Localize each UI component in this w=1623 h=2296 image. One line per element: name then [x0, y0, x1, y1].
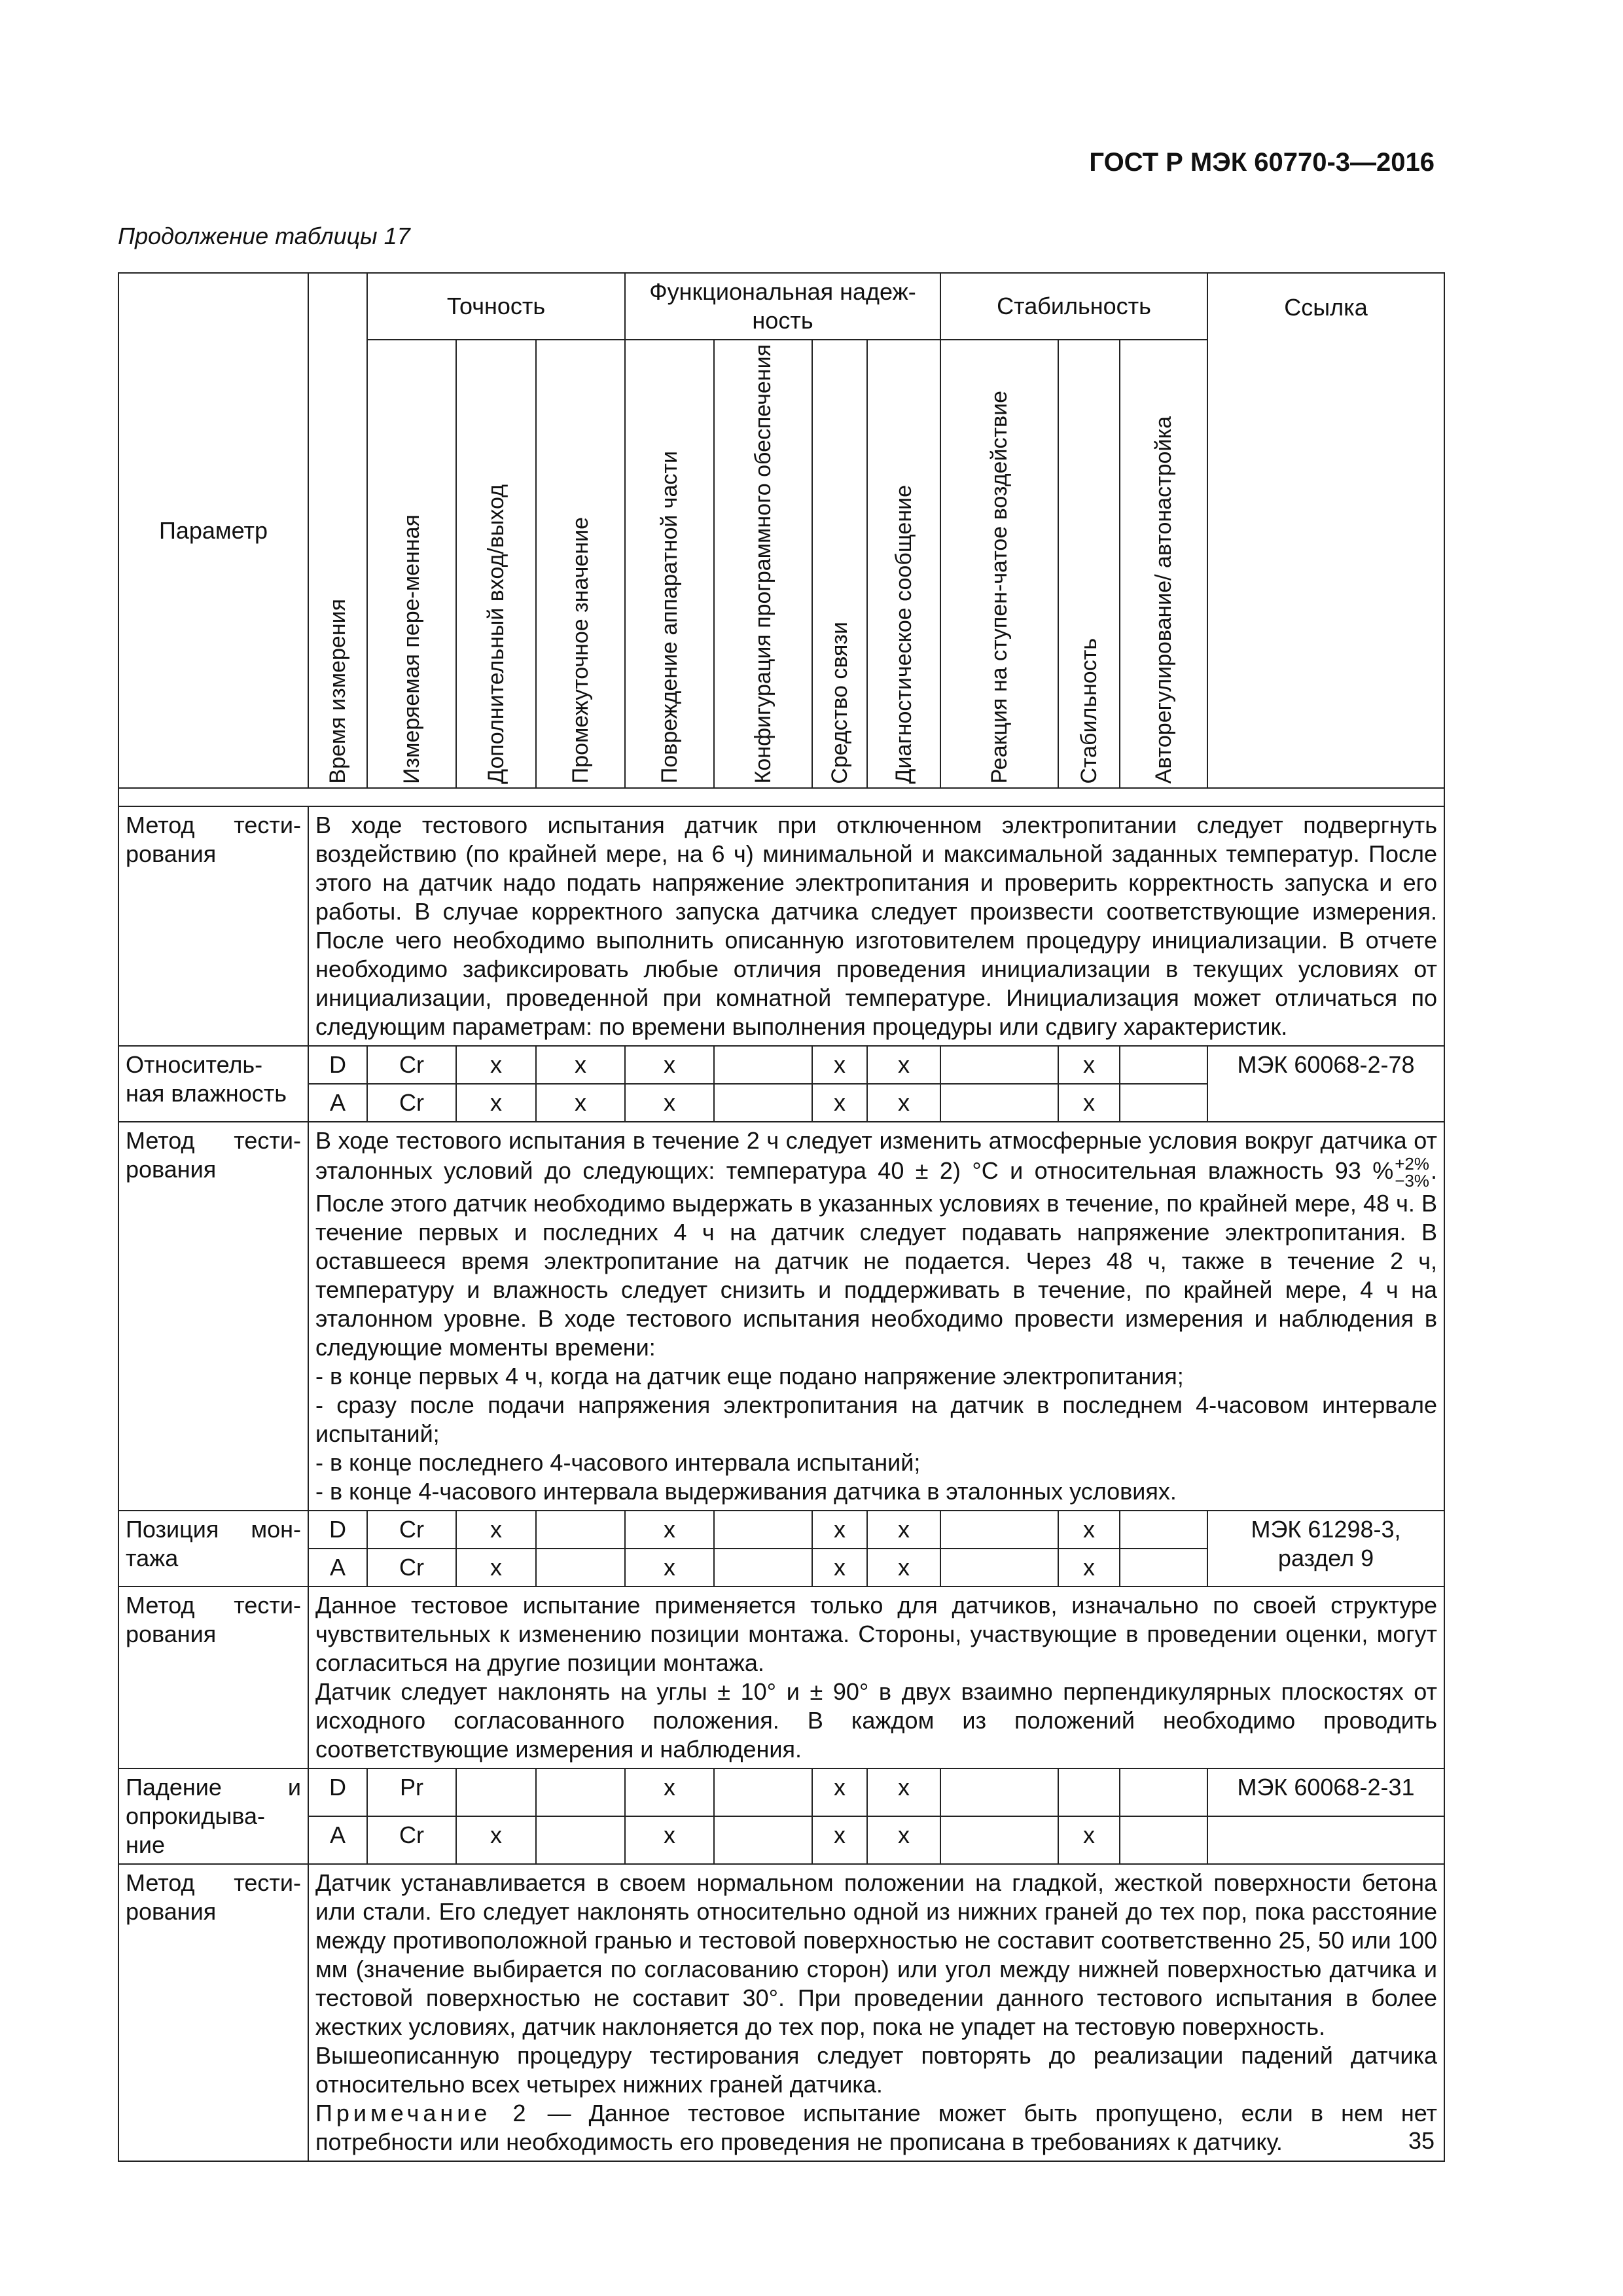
- cell-value: [1120, 1816, 1207, 1864]
- header-comm: Средство связи: [812, 340, 867, 788]
- table-17: [118, 272, 1445, 2162]
- header-hw-damage: Повреждение аппаратной части: [625, 340, 714, 788]
- method-text: В ходе тестового испытания датчик при отключенном электропитании следует подвергнуть воздействию (по крайней мере, на 6 ч) минимальной и максимальной заданных температур. После этого на датчик надо подать напряжение электропитания и проверить корректность запуска и его работы. В случае корректного запуска датчика следует произвести соответствующие измерения. После чего необходимо выполнить описанную изготовителем процедуру инициализации. В отчете необходимо зафиксировать любые отличия проведения инициализации в текущих условиях от инициализации, проведенной при комнатной температуре. Инициализация может отличаться по следующим параметрам: по времени выполнения процедуры или сдвигу характеристик.: [308, 806, 1444, 1046]
- cell-value: x: [867, 1511, 940, 1549]
- cell-value: [714, 1511, 812, 1549]
- cell-value: [456, 1768, 536, 1816]
- time-code: A: [308, 1549, 367, 1587]
- cell-value: Cr: [367, 1511, 456, 1549]
- header-stab: Стабильность: [1058, 340, 1120, 788]
- cell-value: x: [456, 1084, 536, 1122]
- header-reference: Ссылка: [1207, 273, 1444, 788]
- cell-value: [940, 1768, 1058, 1816]
- row-label: Метод тести-рования: [118, 806, 308, 1046]
- cell-value: [714, 1768, 812, 1816]
- method-text: Датчик устанавливается в своем нормальном положении на гладкой, жесткой поверхности бетона или стали. Его следует наклонять относительно одной из нижних граней до тех пор, пока расстояние между противоположной гранью и тестовой поверхностью не составит соответственно 25, 50 или 100 мм (значение выбирается по согласованию сторон) или угол между нижней поверхностью датчика и тестовой поверхностью не составит 30°. При проведении данного тестового испытания в более жестких условиях, датчик наклоняется до тех пор, пока не упадет на тестовую поверхность. Вышеописанную процедуру тестирования следует повторять до реализации падений датчика относительно всех четырех нижних граней датчика. Примечание 2 — Данное тестовое испытание может быть пропущено, если в нем нет потребности или необходимость его проведения не прописана в требованиях к датчику.: [308, 1864, 1444, 2161]
- table-row: [118, 806, 1444, 1046]
- cell-value: x: [812, 1816, 867, 1864]
- header-row-groups: [118, 273, 1444, 340]
- cell-value: x: [1058, 1046, 1120, 1084]
- header-measured: Измеряемая пере-менная: [367, 340, 456, 788]
- cell-value: [940, 1549, 1058, 1587]
- header-time: Время измерения: [308, 273, 367, 788]
- cell-value: x: [625, 1046, 714, 1084]
- cell-value: x: [812, 1768, 867, 1816]
- table-row: [118, 1511, 1444, 1549]
- cell-value: x: [867, 1549, 940, 1587]
- note: Примечание 2 — Данное тестовое испытание может быть пропущено, если в нем нет потребности или необходимость его проведения не прописана в требованиях к датчику.: [315, 2100, 1438, 2156]
- cell-value: [1120, 1046, 1207, 1084]
- cell-value: x: [456, 1046, 536, 1084]
- header-separator: [118, 788, 1444, 806]
- cell-value: [940, 1046, 1058, 1084]
- cell-value: Cr: [367, 1549, 456, 1587]
- row-label: Позиция мон-тажа: [118, 1511, 308, 1587]
- cell-value: [940, 1511, 1058, 1549]
- cell-value: x: [625, 1816, 714, 1864]
- cell-value: x: [867, 1816, 940, 1864]
- table-row: [118, 1046, 1444, 1084]
- cell-value: [536, 1816, 625, 1864]
- table-row: [118, 1122, 1444, 1511]
- method-text: Данное тестовое испытание применяется только для датчиков, изначально по своей структуре чувствительных к изменению позиции монтажа. Стороны, участвующие в проведении оценки, могут согласиться на другие позиции монтажа. Датчик следует наклонять на углы ± 10° и ± 90° в двух взаимно перпендикулярных плоскостях от исходного согласованного положения. В каждом из положений необходимо проводить соответствующие измерения и наблюдения.: [308, 1587, 1444, 1768]
- time-code: A: [308, 1816, 367, 1864]
- cell-value: x: [1058, 1816, 1120, 1864]
- cell-value: x: [812, 1549, 867, 1587]
- cell-value: x: [625, 1549, 714, 1587]
- table-row: [118, 1864, 1444, 2161]
- cell-value: [1120, 1549, 1207, 1587]
- cell-value: Cr: [367, 1046, 456, 1084]
- time-code: D: [308, 1046, 367, 1084]
- cell-value: [940, 1084, 1058, 1122]
- cell-value: x: [1058, 1549, 1120, 1587]
- cell-value: x: [812, 1084, 867, 1122]
- row-label: Метод тести-рования: [118, 1864, 308, 2161]
- cell-value: [1120, 1511, 1207, 1549]
- cell-value: [714, 1084, 812, 1122]
- header-step: Реакция на ступен-чатое воздействие: [940, 340, 1058, 788]
- cell-value: x: [456, 1549, 536, 1587]
- header-reliability: Функциональная надеж-ность: [625, 273, 940, 340]
- row-label: Метод тести-рования: [118, 1122, 308, 1511]
- cell-value: [1120, 1084, 1207, 1122]
- row-label: Метод тести-рования: [118, 1587, 308, 1768]
- cell-value: [714, 1549, 812, 1587]
- table-row: [118, 1768, 1444, 1816]
- cell-value: x: [456, 1816, 536, 1864]
- reference-cell: МЭК 60068-2-31: [1207, 1768, 1444, 1816]
- header-extra-io: Дополнительный вход/выход: [456, 340, 536, 788]
- cell-value: x: [1058, 1084, 1120, 1122]
- cell-value: x: [625, 1084, 714, 1122]
- cell-value: x: [867, 1084, 940, 1122]
- table-continuation-caption: Продолжение таблицы 17: [118, 223, 410, 249]
- header-sw-config: Конфигурация программного обеспечения: [714, 340, 812, 788]
- header-diag: Диагностическое сообщение: [867, 340, 940, 788]
- cell-value: Pr: [367, 1768, 456, 1816]
- cell-value: x: [812, 1511, 867, 1549]
- header-auto: Авторегулирование/ автонастройка: [1120, 340, 1207, 788]
- row-label: Падение и опрокидыва-ние: [118, 1768, 308, 1864]
- cell-value: x: [456, 1511, 536, 1549]
- cell-value: Cr: [367, 1816, 456, 1864]
- header-stability: Стабильность: [940, 273, 1207, 340]
- cell-value: Cr: [367, 1084, 456, 1122]
- cell-value: x: [867, 1768, 940, 1816]
- reference-cell: МЭК 61298-3, раздел 9: [1207, 1511, 1444, 1587]
- cell-value: x: [536, 1084, 625, 1122]
- cell-value: [940, 1816, 1058, 1864]
- method-text: В ходе тестового испытания в течение 2 ч следует изменить атмосферные условия вокруг датчика от эталонных условий до следующих: температура 40 ± 2) °C и относительная влажность 93 % +2% −3% . После этого датчик необходимо выдержать в указанных условиях в течение, по крайней мере, 48 ч. В течение первых и последних 4 ч на датчик следует подавать напряжение электропитания. В оставшееся время электропитание на датчик не подается. Через 48 ч, также в течение 2 ч, температуру и влажность следует снизить и поддерживать в течение, по крайней мере, 4 ч на эталонном уровне. В ходе тестового испытания необходимо провести измерения и наблюдения в следующие моменты времени: - в конце первых 4 ч, когда на датчик еще подано напряжение электропитания; - сразу после подачи напряжения электропитания на датчик в последнем 4-часовом интервале испытаний; - в конце последнего 4-часового интервала испытаний; - в конце 4-часового интервала выдерживания датчика в эталонных условиях.: [308, 1122, 1444, 1511]
- table-row: [118, 1816, 1444, 1864]
- reference-cell: МЭК 60068-2-78: [1207, 1046, 1444, 1122]
- time-code: A: [308, 1084, 367, 1122]
- cell-value: [536, 1549, 625, 1587]
- cell-value: x: [1058, 1511, 1120, 1549]
- cell-value: x: [812, 1046, 867, 1084]
- row-label: Относитель-ная влажность: [118, 1046, 308, 1122]
- cell-value: [714, 1816, 812, 1864]
- reference-cell: [1207, 1816, 1444, 1864]
- cell-value: [1058, 1768, 1120, 1816]
- table-row: [118, 1587, 1444, 1768]
- header-accuracy: Точность: [367, 273, 625, 340]
- time-code: D: [308, 1511, 367, 1549]
- header-intermediate: Промежуточное значение: [536, 340, 625, 788]
- cell-value: [536, 1511, 625, 1549]
- header-parameter: Параметр: [118, 273, 308, 788]
- cell-value: [536, 1768, 625, 1816]
- cell-value: [714, 1046, 812, 1084]
- cell-value: x: [625, 1511, 714, 1549]
- standard-number: ГОСТ Р МЭК 60770-3—2016: [1089, 148, 1435, 177]
- cell-value: x: [536, 1046, 625, 1084]
- cell-value: [1120, 1768, 1207, 1816]
- cell-value: x: [867, 1046, 940, 1084]
- page-number: 35: [1408, 2127, 1435, 2154]
- cell-value: x: [625, 1768, 714, 1816]
- time-code: D: [308, 1768, 367, 1816]
